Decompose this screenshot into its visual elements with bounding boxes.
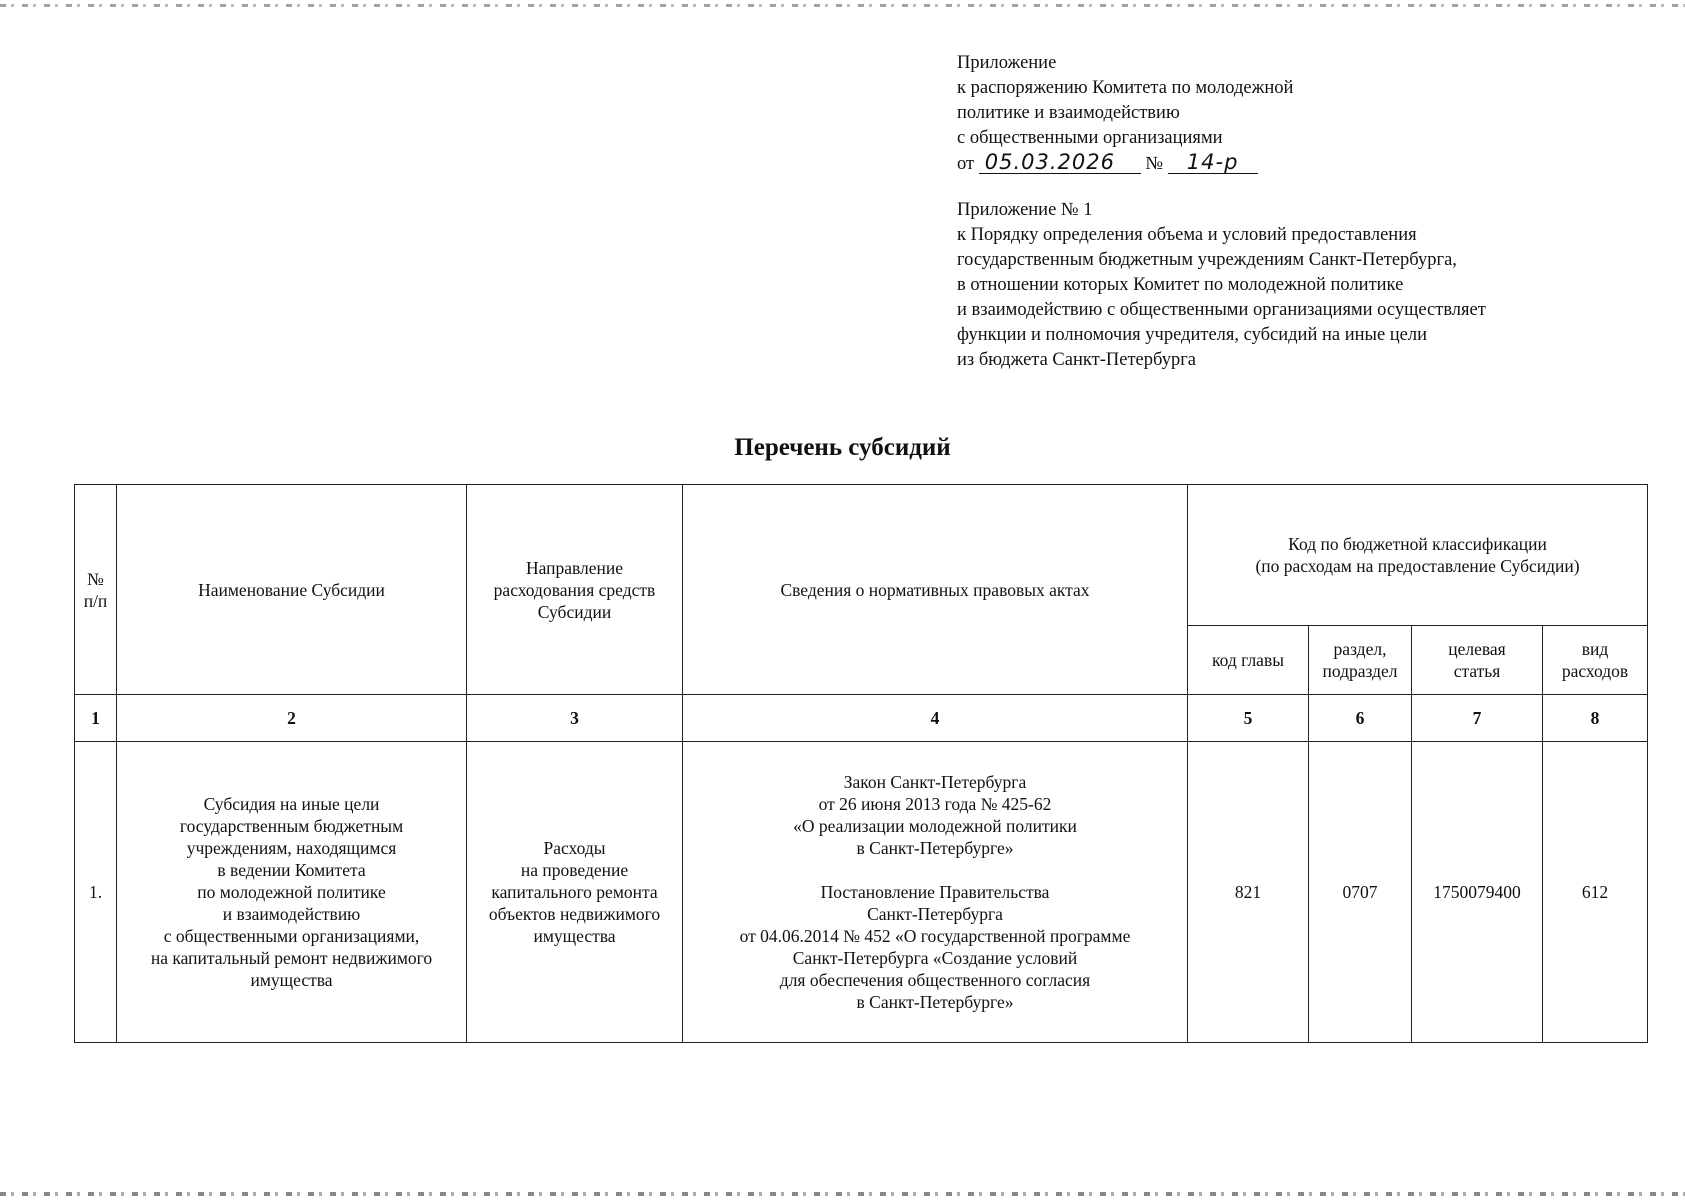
scan-edge-top <box>0 4 1685 7</box>
column-number: 4 <box>683 695 1188 742</box>
number-sign: № <box>1145 154 1163 174</box>
header-direction: Направление расходования средств Субсидии <box>467 485 683 695</box>
header-budget-code: Код по бюджетной классификации (по расходам на предоставление Субсидии) <box>1188 485 1648 626</box>
header-expense-type: вид расходов <box>1543 626 1648 695</box>
appendix-line: с общественными организациями <box>957 128 1223 148</box>
header-acts: Сведения о нормативных правовых актах <box>683 485 1188 695</box>
row-acts: Закон Санкт-Петербурга от 26 июня 2013 года № 425-62 «О реализации молодежной политики в Санкт-Петербурге» Постановление Правительства Санкт-Петербурга от 04.06.2014 № 452 «О государственной программе Санкт-Петербурга «Создание условий для обеспечения общественного согласия в Санкт-Петербурге» <box>683 742 1188 1043</box>
appendix1-line: функции и полномочия учредителя, субсидий на иные цели <box>957 325 1428 345</box>
row-section: 0707 <box>1309 742 1412 1043</box>
row-direction: Расходы на проведение капитального ремонта объектов недвижимого имущества <box>467 742 683 1043</box>
order-date-line <box>957 151 1657 177</box>
column-number-row <box>75 695 1648 742</box>
handwritten-number: 14-р <box>1168 151 1258 174</box>
appendix1-line: к Порядку определения объема и условий предоставления <box>957 225 1417 245</box>
row-chapter-code: 821 <box>1188 742 1309 1043</box>
table-header-row <box>75 485 1648 626</box>
header-chapter-code: код главы <box>1188 626 1309 695</box>
scan-edge-bottom <box>0 1192 1685 1196</box>
column-number: 1 <box>75 695 117 742</box>
column-number: 5 <box>1188 695 1309 742</box>
appendix1-line: Приложение № 1 <box>957 200 1093 220</box>
page-title: Перечень субсидий <box>734 434 951 461</box>
appendix-line: к распоряжению Комитета по молодежной <box>957 78 1294 98</box>
header-num: № п/п <box>75 485 117 695</box>
row-target: 1750079400 <box>1412 742 1543 1043</box>
appendix-header <box>957 51 1657 373</box>
column-number: 8 <box>1543 695 1648 742</box>
column-number: 7 <box>1412 695 1543 742</box>
header-target: целевая статья <box>1412 626 1543 695</box>
column-number: 3 <box>467 695 683 742</box>
row-num: 1. <box>75 742 117 1043</box>
subsidies-table <box>74 484 1648 1043</box>
appendix-line: Приложение <box>957 53 1057 73</box>
row-expense-type: 612 <box>1543 742 1648 1043</box>
appendix-line: политике и взаимодействию <box>957 103 1180 123</box>
column-number: 2 <box>117 695 467 742</box>
handwritten-date: 05.03.2026 <box>979 151 1141 174</box>
appendix1-line: и взаимодействию с общественными организациями осуществляет <box>957 300 1486 320</box>
row-name: Субсидия на иные цели государственным бюджетным учреждениям, находящимся в ведении Комитета по молодежной политике и взаимодействию с общественными организациями, на капитальный ремонт недвижимого имущества <box>117 742 467 1043</box>
appendix1-line: в отношении которых Комитет по молодежной политике <box>957 275 1404 295</box>
from-label: от <box>957 154 975 174</box>
header-section: раздел, подраздел <box>1309 626 1412 695</box>
appendix1-line: государственным бюджетным учреждениям Санкт-Петербурга, <box>957 250 1457 270</box>
header-name: Наименование Субсидии <box>117 485 467 695</box>
column-number: 6 <box>1309 695 1412 742</box>
table-row <box>75 742 1648 1043</box>
appendix1-line: из бюджета Санкт-Петербурга <box>957 350 1197 370</box>
